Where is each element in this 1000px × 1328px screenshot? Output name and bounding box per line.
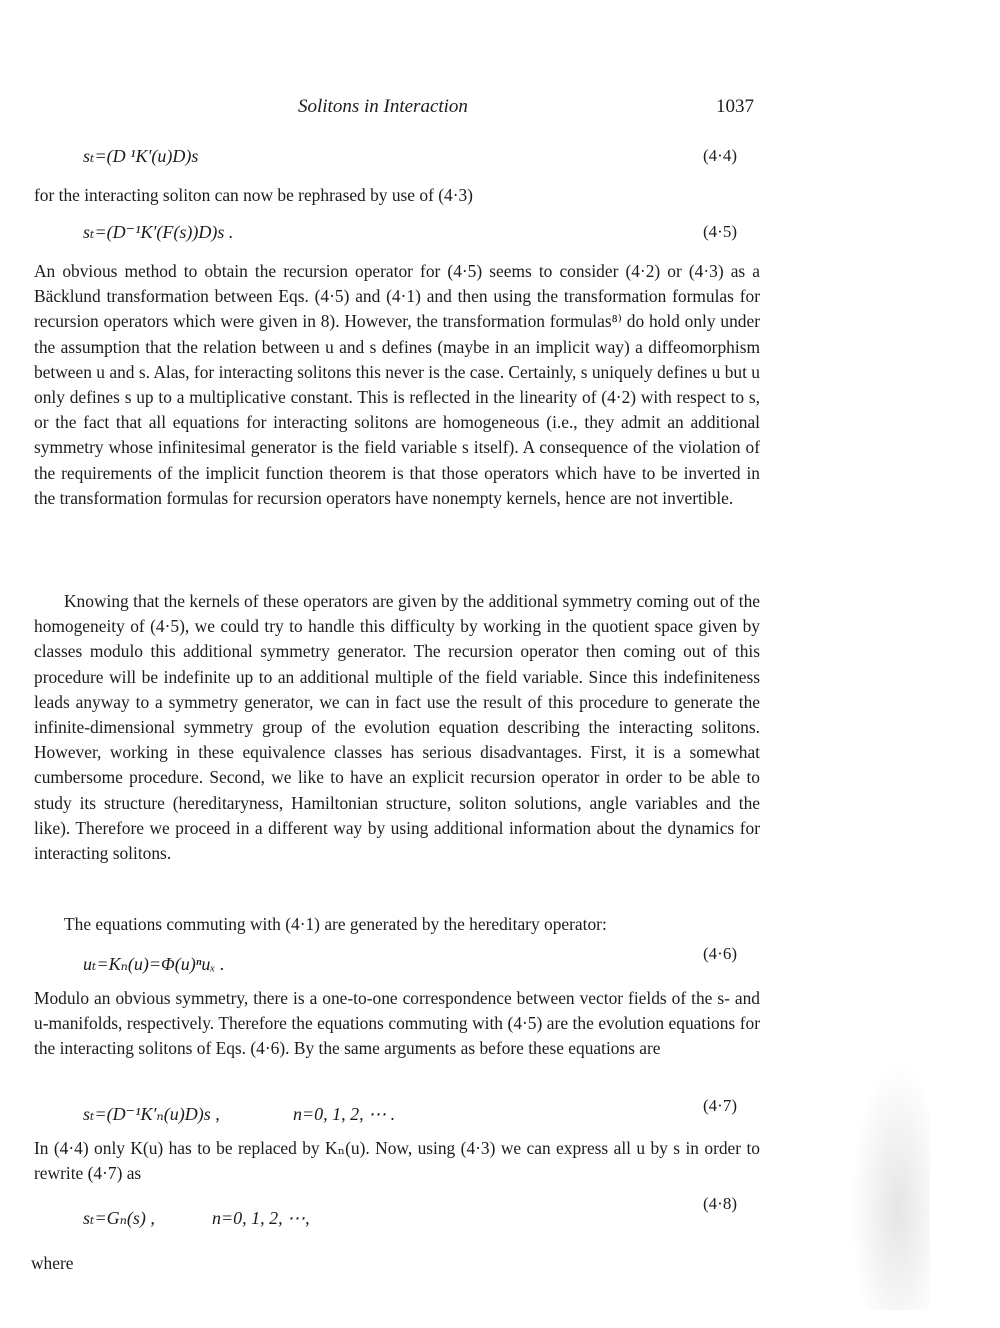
equation-4-6-number: (4·6) <box>703 944 737 963</box>
equation-4-8-number: (4·8) <box>703 1194 737 1213</box>
equation-4-6-body: uₜ=Kₙ(u)=Φ(u)ⁿuₓ . <box>83 954 225 974</box>
equation-4-4 <box>0 146 1000 176</box>
equation-4-7-number: (4·7) <box>703 1096 737 1115</box>
equation-4-7-body: sₜ=(D⁻¹K′ₙ(u)D)s , <box>83 1104 220 1124</box>
equation-4-5-body: sₜ=(D⁻¹K′(F(s))D)s . <box>83 222 234 242</box>
paragraph-2: Knowing that the kernels of these operators are given by the additional symmetry coming out of the homogeneity of (4·5), we could try to handle this difficulty by working in the quotient space given by classes modulo this additional symmetry generator. The recursion operator then coming out of this procedure will be indefinite up to an additional multiple of the field variable. Since this indefiniteness leads anyway to a symmetry generator, we can in fact use the result of this procedure to generate the infinite-dimensional symmetry group of the evolution equation describing the interacting solitons. However, working in these equivalence classes has serious disadvantages. First, it is a somewhat cumbersome procedure. Second, we like to have an explicit recursion operator in order to be able to study its structure (hereditaryness, Hamiltonian structure, soliton solutions, angle variables and the like). Therefore we proceed in a different way by using additional information about the dynamics for interacting solitons. <box>34 591 760 864</box>
equation-4-8-body: sₜ=Gₙ(s) , <box>83 1208 155 1228</box>
equation-4-5 <box>0 222 1000 252</box>
equation-4-7-index: n=0, 1, 2, ⋯ . <box>293 1104 396 1124</box>
paragraph-1: An obvious method to obtain the recursion operator for (4·5) seems to consider (4·2) or (4·3) as a Bäcklund transformation between Eqs. (4·5) and (4·1) and then using the transformation formulas for recursion operators which were given in 8). However, the transformation formulas⁸⁾ do hold only under the assumption that the relation between u and s defines (maybe in an implicit way) a diffeomorphism between u and s. Alas, for interacting solitons this never is the case. Certainly, s uniquely defines u but u only defines s up to a multiplicative constant. This is reflected in the linearity of (4·2) with respect to s, or the fact that all equations for interacting solitons are homogeneous (i.e., they admit an additional symmetry whose infinitesimal generator is the field variable s itself). A consequence of the violation of the requirements of the implicit function theorem is that those operators which have to be inverted in the transformation formulas for recursion operators have nonempty kernels, hence are not invertible. <box>34 261 760 508</box>
word-where: where <box>31 1253 74 1273</box>
paragraph-5: In (4·4) only K(u) has to be replaced by Kₙ(u). Now, using (4·3) we can express all u by s in order to rewrite (4·7) as <box>34 1138 760 1184</box>
equation-4-4-number: (4·4) <box>703 146 737 165</box>
running-head <box>0 96 1000 122</box>
page-number: 1037 <box>716 96 754 117</box>
scan-smudge <box>850 1060 930 1310</box>
equation-4-4-body: sₜ=(D ¹K′(u)D)s <box>83 146 199 166</box>
text-line-before-4-5: for the interacting soliton can now be rephrased by use of (4·3) <box>34 185 473 205</box>
paragraph-3: The equations commuting with (4·1) are generated by the hereditary operator: <box>64 914 607 934</box>
paragraph-4: Modulo an obvious symmetry, there is a one-to-one correspondence between vector fields of the s- and u-manifolds, respectively. Therefore the equations commuting with (4·5) are the evolution equations for the interacting solitons of Eqs. (4·6). By the same arguments as before these equations are <box>34 988 760 1059</box>
equation-4-5-number: (4·5) <box>703 222 737 241</box>
equation-4-6 <box>0 944 1000 984</box>
running-title: Solitons in Interaction <box>298 96 468 117</box>
equation-4-8-index: n=0, 1, 2, ⋯, <box>212 1208 310 1228</box>
